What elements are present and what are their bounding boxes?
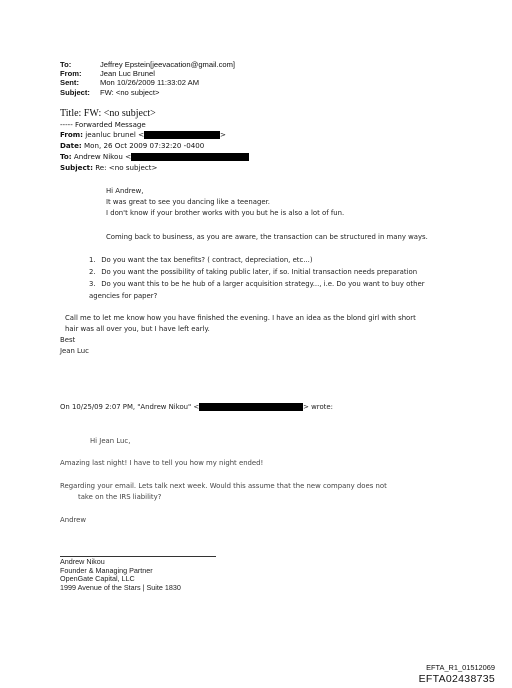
list-item-continuation: agencies for paper? [89, 292, 158, 300]
header-sent-label: Sent: [60, 78, 79, 88]
signature-name: Andrew Nikou [60, 557, 105, 566]
forward-title: Title: FW: <no subject> [60, 108, 156, 119]
forward-banner: ----- Forwarded Message [60, 120, 146, 129]
list-item-number: 3. [89, 280, 96, 288]
header-from-label: From: [60, 69, 82, 79]
forward-date-label: Date: [60, 141, 82, 150]
header-to-value: Jeffrey Epstein[jeevacation@gmail.com] [100, 60, 236, 69]
forward-date-value: Mon, 26 Oct 2009 07:32:20 -0400 [83, 141, 205, 150]
forward-subject-value: Re: <no subject> [95, 163, 158, 172]
list-item [89, 268, 417, 278]
message-best: Best [60, 336, 76, 344]
email-header [60, 60, 235, 97]
forward-to-value: Andrew Nikou < [73, 152, 132, 161]
message-line: Coming back to business, as you are aware, the transaction can be structured in many ways. [106, 233, 428, 241]
header-sent-row [60, 78, 235, 87]
header-subject-row [60, 88, 235, 97]
list-item [89, 280, 425, 290]
quoted-intro-row [60, 403, 333, 413]
header-sent-value: Mon 10/26/2009 11:33:02 AM [100, 78, 200, 88]
quoted-intro: On 10/25/09 2:07 PM, "Andrew Nikou" < [60, 403, 200, 411]
list-item-number: 2. [89, 268, 96, 276]
quoted-line: take on the IRS liability? [78, 493, 162, 501]
list-item-text: Do you want this to be he hub of a larger acquisition strategy..., i.e. Do you want to buy other [101, 280, 425, 288]
forward-subject-row [60, 163, 158, 173]
forward-date-row [60, 141, 204, 151]
list-item-text: Do you want the possibility of taking public later, if so. Initial transaction needs preparation [101, 268, 418, 276]
quoted-signoff: Andrew [60, 516, 87, 524]
message-line: I don't know if your brother works with you but he is also a lot of fun. [106, 209, 345, 217]
forward-from-row [60, 130, 226, 140]
forward-to-label: To: [60, 152, 72, 161]
message-line: hair was all over you, but I have left early. [65, 325, 210, 333]
header-to-row [60, 60, 235, 69]
signature-title: Founder & Managing Partner [60, 565, 153, 575]
forward-subject-label: Subject: [60, 163, 93, 172]
quoted-wrote: > wrote: [303, 403, 333, 411]
footer-id-primary: EFTA_R1_01512069 [426, 663, 495, 672]
header-subject-value: FW: <no subject> [100, 87, 160, 97]
quoted-line: Regarding your email. Lets talk next week. Would this assume that the new company does not [60, 482, 387, 490]
header-subject-label: Subject: [60, 87, 90, 97]
list-item-number: 1. [89, 256, 96, 264]
footer-id-secondary: EFTA02438735 [418, 673, 495, 685]
quoted-line: Amazing last night! I have to tell you how my night ended! [60, 459, 264, 467]
quoted-greeting: Hi Jean Luc, [90, 437, 131, 445]
forward-to-row [60, 152, 249, 162]
header-from-row [60, 69, 235, 78]
list-item-text: Do you want the tax benefits? ( contract, depreciation, etc...) [101, 256, 313, 264]
message-greeting: Hi Andrew, [106, 187, 144, 195]
list-item [89, 256, 313, 266]
forward-from-tail: > [220, 130, 226, 139]
header-to-label: To: [60, 60, 72, 69]
header-from-value: Jean Luc Brunel [100, 69, 155, 79]
redaction-block [144, 131, 220, 139]
message-line: It was great to see you dancing like a teenager. [106, 198, 270, 206]
forward-from-value: jeanluc brunel < [85, 130, 145, 139]
message-line: Call me to let me know how you have finished the evening. I have an idea as the blond girl with short [65, 314, 416, 322]
redaction-block [131, 153, 249, 161]
forward-from-label: From: [60, 130, 83, 139]
signature-address: 1999 Avenue of the Stars | Suite 1830 [60, 582, 181, 592]
redaction-block [199, 403, 303, 411]
signature-block [60, 558, 181, 592]
message-signoff: Jean Luc [60, 347, 89, 355]
signature-company: OpenGate Capital, LLC [60, 574, 135, 584]
